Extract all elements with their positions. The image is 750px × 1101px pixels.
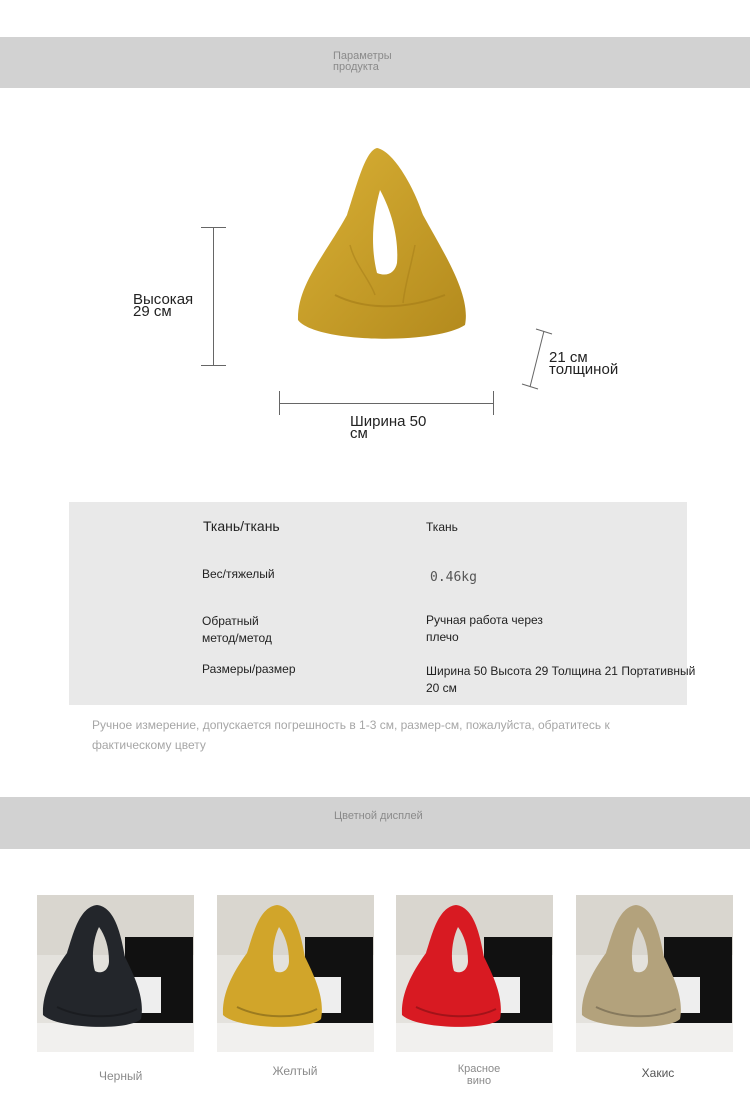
measurement-note: Ручное измерение, допускается погрешность в 1-3 см, размер-см, пожалуйста, обратитесь к фактическому цвету xyxy=(92,718,610,752)
height-label: Высокая 29 см xyxy=(133,291,194,320)
color-swatch-yellow[interactable] xyxy=(217,895,374,1052)
width-label: Ширина 50 см xyxy=(350,413,427,442)
height-dimension-cap-bottom xyxy=(201,365,226,366)
spec-label-method: Обратный метод/метод xyxy=(202,614,272,645)
spec-label-fabric: Ткань/ткань xyxy=(203,518,280,534)
color-label-khaki: Хакис xyxy=(641,1066,675,1080)
spec-label-size: Размеры/размер xyxy=(202,662,296,676)
width-dimension-cap-right xyxy=(493,391,494,415)
bag-photo xyxy=(396,895,553,1052)
bag-photo xyxy=(37,895,194,1052)
width-dimension-line xyxy=(279,403,494,404)
spec-value-method: Ручная работа через плечо xyxy=(426,613,543,644)
bag-photo xyxy=(576,895,733,1052)
section-header-colors xyxy=(0,797,750,849)
section-title: Параметры продукта xyxy=(333,50,392,73)
thickness-label: 21 см толщиной xyxy=(549,349,619,378)
spec-table xyxy=(69,502,696,705)
spec-label-weight: Вес/тяжелый xyxy=(202,567,275,581)
section-header-params xyxy=(0,37,750,88)
spec-value-fabric: Ткань xyxy=(426,520,458,534)
bag-photo xyxy=(217,895,374,1052)
height-dimension-cap-top xyxy=(201,227,226,228)
color-swatch-wine-red[interactable] xyxy=(396,895,553,1052)
color-label-black: Черный xyxy=(99,1069,143,1083)
color-label-yellow: Желтый xyxy=(272,1064,318,1078)
color-label-wine-red: Красное вино xyxy=(457,1063,501,1087)
height-dimension-line xyxy=(213,227,214,365)
section-title: Цветной дисплей xyxy=(334,810,423,822)
product-image xyxy=(295,145,470,345)
width-dimension-cap-left xyxy=(279,391,280,415)
spec-value-weight: 0.46kg xyxy=(430,570,477,585)
color-swatch-black[interactable] xyxy=(37,895,194,1052)
color-swatch-khaki[interactable] xyxy=(576,895,733,1052)
spec-value-size: Ширина 50 Высота 29 Толщина 21 Портативный 20 см xyxy=(426,664,696,695)
